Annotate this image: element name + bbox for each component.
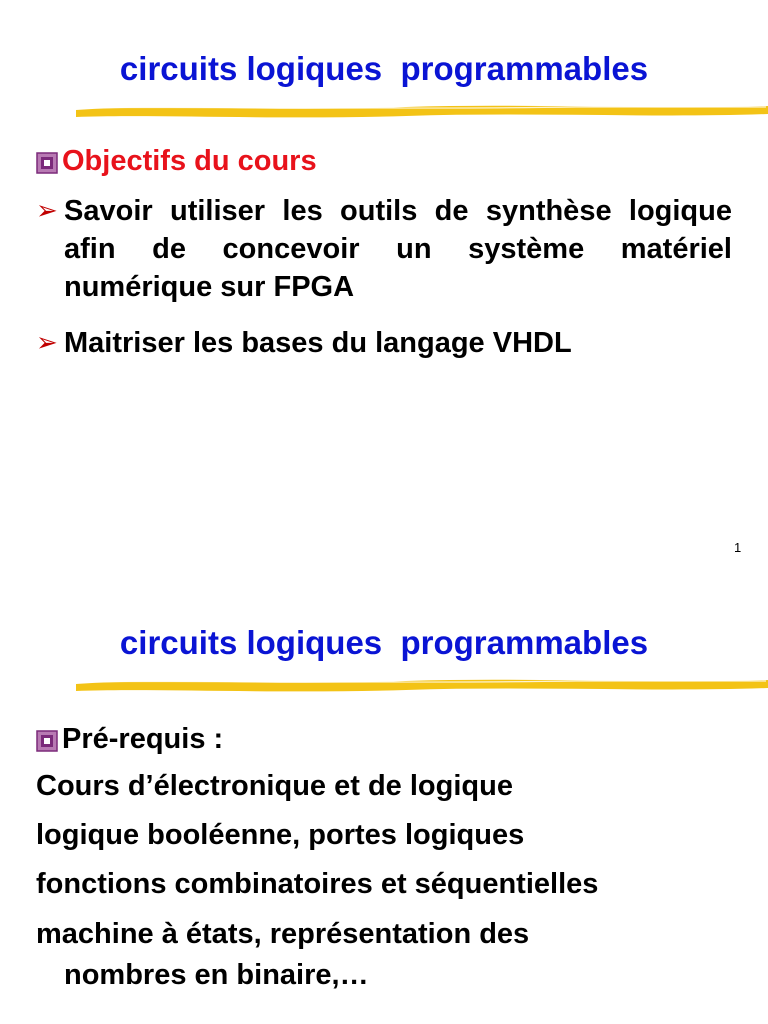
square-bullet-icon [36,730,56,750]
list-item: Maitriser les bases du langage VHDL [64,327,572,359]
slide-2 [0,580,768,1024]
slide-title: circuits logiques programmables [119,50,649,87]
page-number: 1 [734,540,742,555]
text-line: fonctions combinatoires et séquentielles [36,868,599,900]
text-line: nombres en binaire,… [64,959,369,991]
title-underline [76,94,768,124]
arrow-bullet-icon: ➢ [36,327,58,357]
list-item: Savoir utiliser les outils de synthèse logique afin de concevoir un système matériel numérique sur FPGA [64,195,732,303]
text-line: Cours d’électronique et de logique [36,770,513,802]
text-line: logique booléenne, portes logiques [36,819,525,851]
text-line: machine à états, représentation des [36,918,530,950]
section-heading: Objectifs du cours [62,145,317,177]
arrow-bullet-icon: ➢ [36,195,58,225]
slide-title: circuits logiques programmables [119,624,649,661]
section-heading: Pré-requis : [62,723,224,755]
title-underline [76,668,768,698]
square-bullet-icon [36,152,56,172]
